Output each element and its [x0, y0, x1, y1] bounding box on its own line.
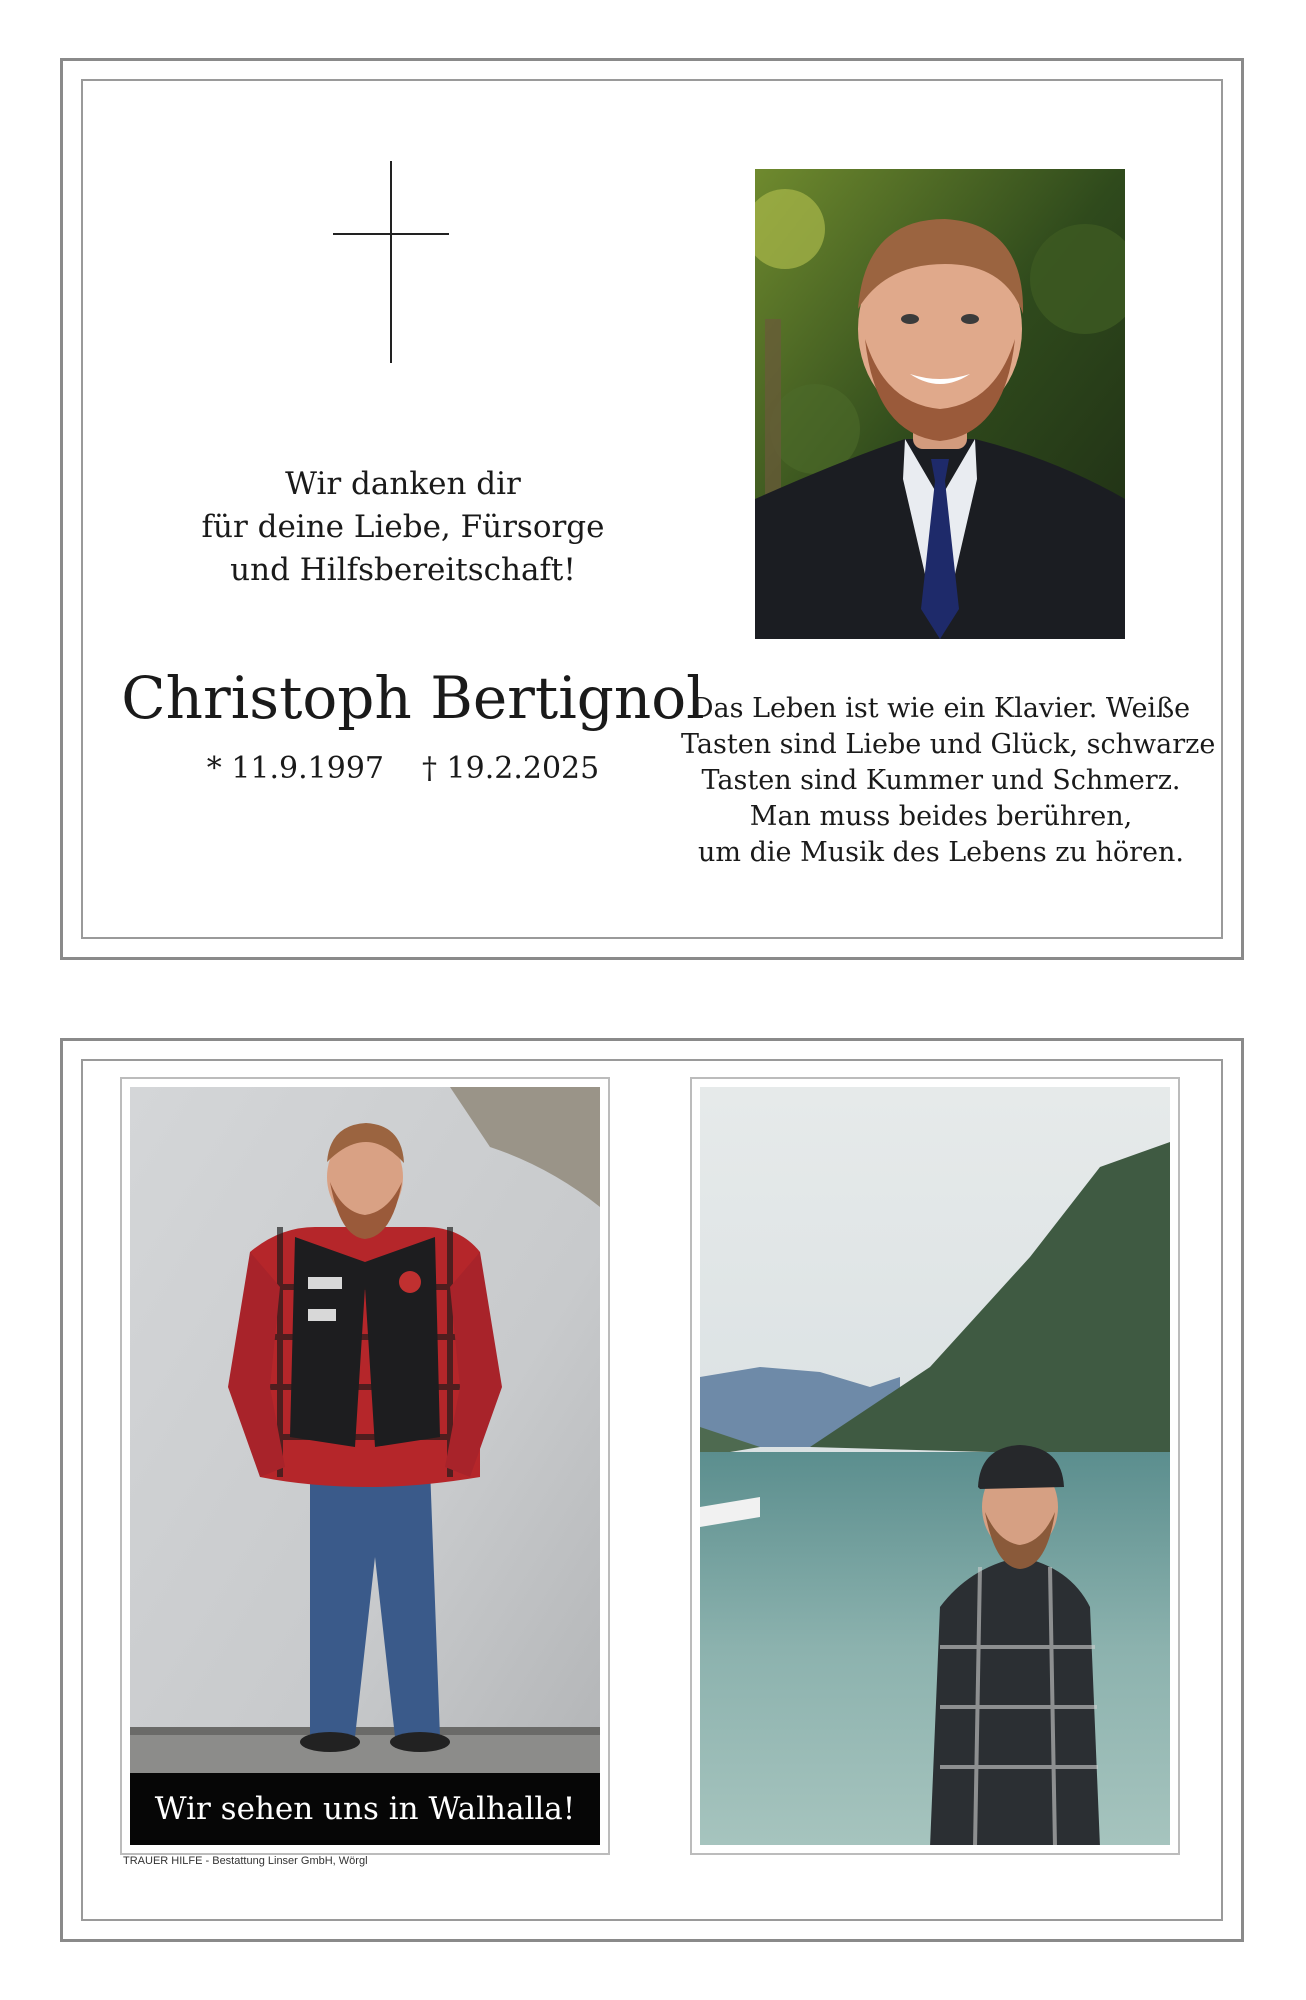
lake-photo — [700, 1087, 1170, 1845]
front-card — [60, 58, 1244, 960]
credit-text: TRAUER HILFE - Bestattung Linser GmbH, Wörgl — [123, 1855, 368, 1867]
quote-line: Tasten sind Liebe und Glück, schwarze — [681, 729, 1216, 760]
right-photo-frame — [690, 1077, 1180, 1855]
birth-date: * 11.9.1997 — [206, 751, 384, 786]
life-dates — [173, 749, 633, 789]
portrait-photo — [755, 169, 1125, 639]
left-photo-frame — [120, 1077, 610, 1855]
back-card-inner-border — [81, 1059, 1223, 1921]
front-card-inner-border — [81, 79, 1223, 939]
quote-line: Man muss beides berühren, — [749, 801, 1133, 832]
thanks-line: und Hilfsbereitschaft! — [230, 552, 576, 588]
thanks-text — [173, 463, 633, 592]
quote-line: Das Leben ist wie ein Klavier. Weiße — [691, 693, 1191, 724]
death-date: † 19.2.2025 — [422, 751, 600, 786]
thanks-line: für deine Liebe, Fürsorge — [201, 509, 605, 545]
quote-text — [681, 691, 1216, 871]
quote-line: um die Musik des Lebens zu hören. — [698, 837, 1184, 868]
deceased-name: Christoph Bertignol — [121, 664, 705, 732]
thanks-line: Wir danken dir — [285, 466, 521, 502]
quote-line: Tasten sind Kummer und Schmerz. — [701, 765, 1181, 796]
photo-caption: Wir sehen uns in Walhalla! — [130, 1773, 600, 1845]
cross-icon — [333, 161, 449, 363]
biker-photo — [130, 1087, 600, 1845]
back-card — [60, 1038, 1244, 1942]
